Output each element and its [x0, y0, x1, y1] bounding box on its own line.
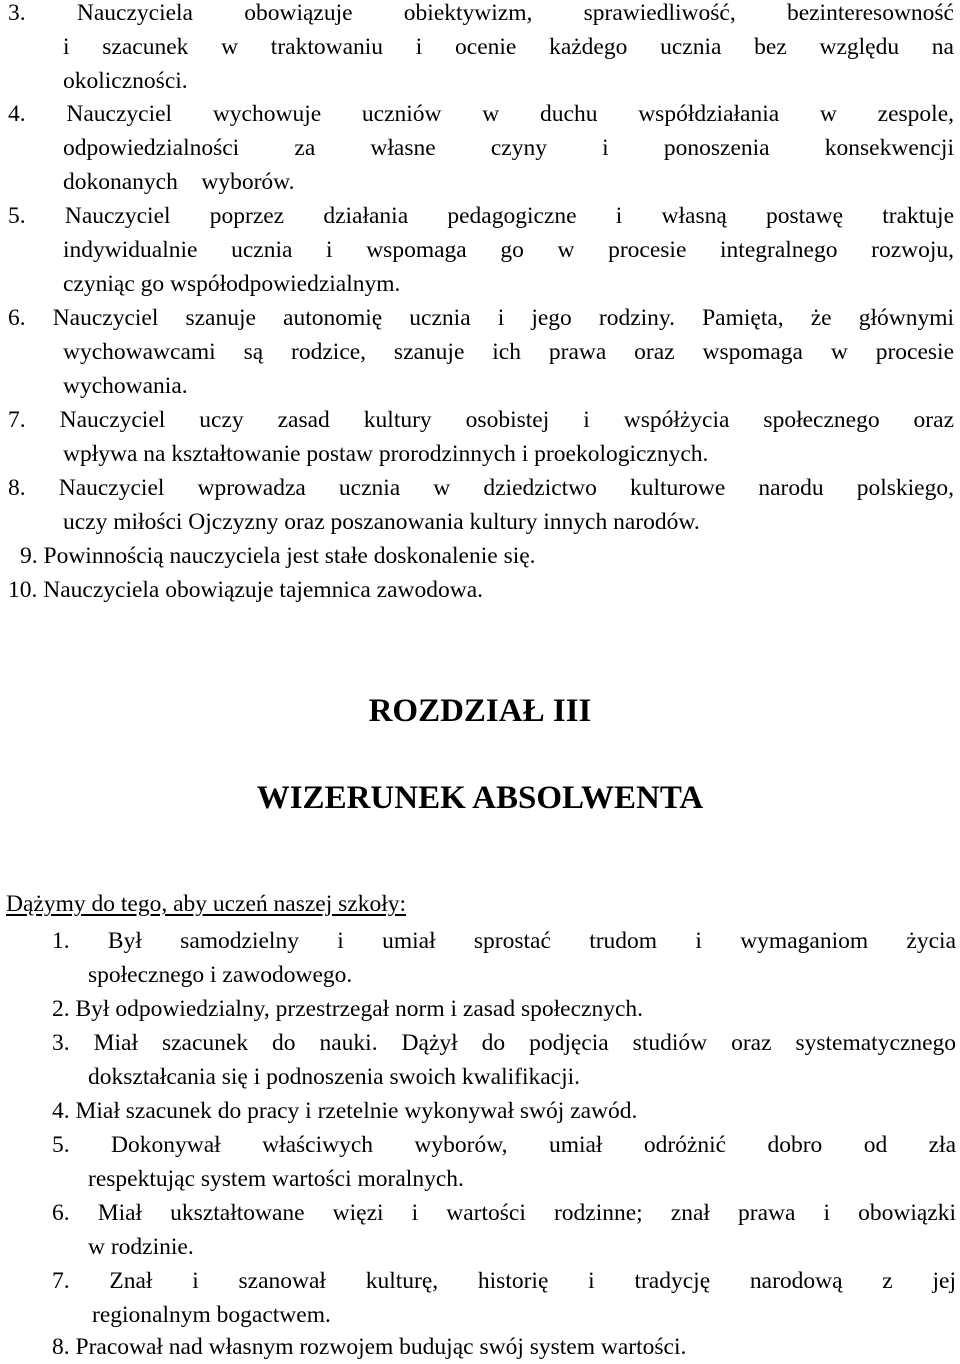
list-item-line: i szacunek w traktowaniu i ocenie każdego ucznia bez względu na — [63, 34, 954, 60]
list-item — [52, 1264, 956, 1332]
list-item — [52, 992, 956, 1026]
list-item-line: dokonanych wyborów. — [63, 169, 295, 195]
list-item — [8, 97, 954, 199]
list-item — [52, 1330, 956, 1364]
section-lead: Dążymy do tego, aby uczeń naszej szkoły: — [6, 891, 407, 917]
list-item-line: 5. Dokonywał właściwych wyborów, umiał odróżnić dobro od zła — [52, 1132, 956, 1158]
list-item — [52, 1094, 956, 1128]
list-item — [8, 301, 954, 403]
list-item-line: 8. Nauczyciel wprowadza ucznia w dziedzictwo kulturowe narodu polskiego, — [8, 475, 954, 501]
list-item-line: społecznego i zawodowego. — [88, 962, 353, 988]
list-item-line: okoliczności. — [63, 68, 188, 94]
list-item-line: wychowania. — [63, 373, 188, 399]
list-item-line: indywidualnie ucznia i wspomaga go w procesie integralnego rozwoju, — [63, 237, 954, 263]
list-item-line: 2. Był odpowiedzialny, przestrzegał norm i zasad społecznych. — [52, 996, 643, 1022]
list-item-line: odpowiedzialności za własne czyny i ponoszenia konsekwencji — [63, 135, 954, 161]
list-item-line: 4. Miał szacunek do pracy i rzetelnie wykonywał swój zawód. — [52, 1098, 638, 1124]
list-item — [52, 1128, 956, 1196]
list-item-line: respektując system wartości moralnych. — [88, 1166, 464, 1192]
chapter-title: WIZERUNEK ABSOLWENTA — [256, 780, 704, 816]
list-item-line: 3. Nauczyciela obowiązuje obiektywizm, sprawiedliwość, bezinteresowność — [8, 0, 954, 26]
list-item — [52, 1026, 956, 1094]
list-item-line: 6. Miał ukształtowane więzi i wartości rodzinne; znał prawa i obowiązki — [52, 1200, 956, 1226]
list-item-line: regionalnym bogactwem. — [92, 1302, 331, 1328]
list-item-line: 7. Nauczyciel uczy zasad kultury osobistej i współżycia społecznego oraz — [8, 407, 954, 433]
list-item-line: 8. Pracował nad własnym rozwojem budując swój system wartości. — [52, 1334, 687, 1360]
list-item-line: 1. Był samodzielny i umiał sprostać trudom i wymaganiom życia — [52, 928, 956, 954]
list-item-line: 3. Miał szacunek do nauki. Dążył do podjęcia studiów oraz systematycznego — [52, 1030, 956, 1056]
list-item — [8, 471, 954, 539]
list-item — [52, 924, 956, 992]
list-item-line: 7. Znał i szanował kulturę, historię i tradycję narodową z jej — [52, 1268, 956, 1294]
list-item-line: dokształcania się i podnoszenia swoich kwalifikacji. — [88, 1064, 581, 1090]
list-item-line: wychowawcami są rodzice, szanuje ich prawa oraz wspomaga w procesie — [63, 339, 954, 365]
list-item-line: uczy miłości Ojczyzny oraz poszanowania kultury innych narodów. — [63, 509, 700, 535]
list-item-line: w rodzinie. — [88, 1234, 194, 1260]
list-item — [8, 539, 954, 573]
list-item — [8, 573, 954, 607]
list-item-line: czyniąc go współodpowiedzialnym. — [63, 271, 401, 297]
list-item-line: 5. Nauczyciel poprzez działania pedagogiczne i własną postawę traktuje — [8, 203, 954, 229]
list-item-line: wpływa na kształtowanie postaw prorodzinnych i proekologicznych. — [63, 441, 709, 467]
list-item-line: 6. Nauczyciel szanuje autonomię ucznia i jego rodziny. Pamięta, że głównymi — [8, 305, 954, 331]
chapter-number: ROZDZIAŁ III — [368, 693, 592, 729]
list-item-line: 9. Powinnością nauczyciela jest stałe doskonalenie się. — [20, 543, 536, 569]
list-item-line: 10. Nauczyciela obowiązuje tajemnica zawodowa. — [8, 577, 484, 603]
list-item — [8, 199, 954, 301]
list-item — [8, 403, 954, 471]
list-item — [52, 1196, 956, 1264]
list-item-line: 4. Nauczyciel wychowuje uczniów w duchu współdziałania w zespole, — [8, 101, 954, 127]
list-item — [8, 0, 954, 98]
